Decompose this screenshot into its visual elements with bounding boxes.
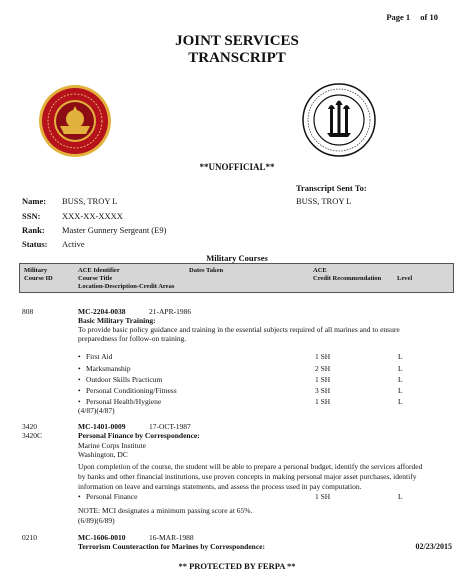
- course-2-desc-3: information on leave and earnings statements, and assess the process used in pay computation.: [78, 482, 362, 491]
- course-1-credit-5-name: • Personal Health/Hygiene: [86, 397, 161, 407]
- course-3-title: Terrorism Counteraction for Marines by Correspondence:: [78, 542, 265, 551]
- sent-to-label: Transcript Sent To:: [296, 183, 367, 193]
- course-2-version: (6/89)(6/89): [78, 516, 115, 525]
- course-1-version: (4/87)(4/87): [78, 406, 115, 415]
- course-2-credit-1-name: • Personal Finance: [86, 492, 137, 502]
- header-credit-rec: Credit Recommendation: [313, 275, 382, 282]
- course-1-credit-3-name: • Outdoor Skills Practicum: [86, 375, 162, 385]
- course-1-ace-id: MC-2204-0038: [78, 307, 126, 316]
- course-1-credit-5-level: L: [398, 397, 403, 406]
- section-title: Military Courses: [206, 253, 268, 263]
- title-line-1: JOINT SERVICES: [175, 33, 299, 49]
- page-number: Page 1 of 10: [386, 12, 438, 22]
- header-ace-identifier: ACE Identifier: [78, 267, 120, 274]
- table-header: [19, 263, 454, 293]
- course-2-credit-1-level: L: [398, 492, 403, 501]
- course-2-desc-1: Upon completion of the course, the student will be able to prepare a personal budget, identify the services afforded: [78, 462, 423, 471]
- name-value: BUSS, TROY L: [62, 196, 118, 206]
- course-3-id: 0210: [22, 533, 37, 542]
- course-1-credit-4-name: • Personal Conditioning/Fitness: [86, 386, 177, 396]
- course-1-credit-1-sh: 1 SH: [315, 352, 331, 361]
- ferpa-footer: ** PROTECTED BY FERPA **: [178, 561, 296, 571]
- sent-to-name: BUSS, TROY L: [296, 196, 352, 206]
- course-2-id-2: 3420C: [22, 431, 43, 440]
- course-1-credit-3-sh: 1 SH: [315, 375, 331, 384]
- rank-value: Master Gunnery Sergeant (E9): [62, 225, 167, 235]
- status-value: Active: [62, 239, 85, 249]
- course-1-credit-1-name: • First Aid: [86, 352, 112, 362]
- course-3-ace-id: MC-1606-0010: [78, 533, 126, 542]
- course-2-desc-2: by banks and other financial institutions, use proven concepts in making personal major asset purchases, identify: [78, 472, 417, 481]
- course-2-note: NOTE: MCI designates a minimum passing score at 65%.: [78, 506, 253, 515]
- header-course-id: Course ID: [24, 275, 53, 282]
- course-2-location-2: Washington, DC: [78, 450, 128, 459]
- course-1-desc-1: To provide basic policy guidance and training in the essential subjects required of all marines and to ensure: [78, 325, 400, 334]
- course-1-credit-5-sh: 1 SH: [315, 397, 331, 406]
- course-3-date: 16-MAR-1988: [149, 533, 194, 542]
- unofficial-banner: **UNOFFICIAL**: [199, 162, 275, 172]
- usmc-seal-image: [38, 84, 112, 158]
- title-line-2: TRANSCRIPT: [188, 50, 286, 66]
- course-1-credit-1-level: L: [398, 352, 403, 361]
- header-military: Military: [24, 267, 48, 274]
- course-1-credit-3-level: L: [398, 375, 403, 384]
- course-1-title: Basic Military Training:: [78, 316, 156, 325]
- header-level: Level: [397, 275, 413, 282]
- ssn-value: XXX-XX-XXXX: [62, 211, 123, 221]
- footer-date: 02/23/2015: [415, 542, 452, 551]
- course-1-credit-2-name: • Marksmanship: [86, 364, 131, 374]
- course-2-date: 17-OCT-1987: [149, 422, 191, 431]
- course-2-ace-id: MC-1401-0009: [78, 422, 126, 431]
- header-course-title: Course Title: [78, 275, 113, 282]
- course-1-credit-2-sh: 2 SH: [315, 364, 331, 373]
- course-2-credit-1-sh: 1 SH: [315, 492, 331, 501]
- header-location: Location-Description-Credit Areas: [78, 283, 175, 290]
- course-2-title: Personal Finance by Correspondence:: [78, 431, 200, 440]
- course-1-date: 21-APR-1986: [149, 307, 192, 316]
- header-ace: ACE: [313, 267, 327, 274]
- course-1-id: 808: [22, 307, 34, 316]
- status-label: Status:: [22, 239, 48, 249]
- ssn-label: SSN:: [22, 211, 41, 221]
- ace-seal-image: [302, 83, 376, 157]
- course-2-id-1: 3420: [22, 422, 37, 431]
- course-1-credit-4-sh: 3 SH: [315, 386, 331, 395]
- rank-label: Rank:: [22, 225, 45, 235]
- course-1-desc-2: preparedness for follow-on training.: [78, 334, 187, 343]
- header-dates-taken: Dates Taken: [189, 267, 224, 274]
- name-label: Name:: [22, 196, 47, 206]
- course-2-location-1: Marine Corps Institute: [78, 441, 146, 450]
- course-1-credit-4-level: L: [398, 386, 403, 395]
- course-1-credit-2-level: L: [398, 364, 403, 373]
